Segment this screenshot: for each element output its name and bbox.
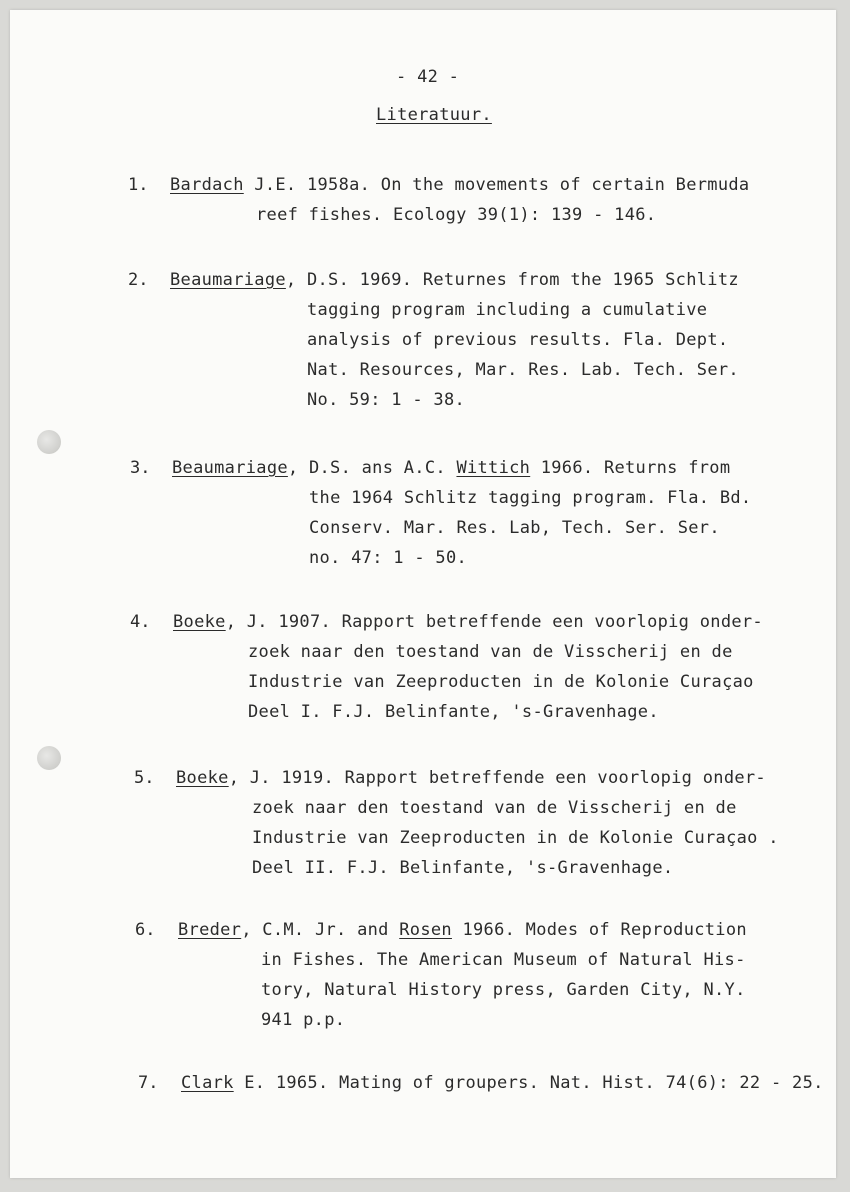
entry-text: , D.S. ans A.C. [287, 458, 457, 478]
entry-text: J.E. 1958a. On the movements of certain Bermuda [243, 175, 750, 195]
author-name: Boeke [176, 768, 229, 788]
entry-first-line [178, 915, 747, 945]
entry-text: 1966. Modes of Reproduction [451, 920, 747, 940]
author-name: Beaumariage [172, 458, 288, 478]
entry-text: Nat. Resources, Mar. Res. Lab. Tech. Ser. [307, 360, 739, 380]
entry-text: , J. 1907. Rapport betreffende een voorlopig onder- [225, 612, 763, 632]
entry-text: Deel I. F.J. Belinfante, 's-Gravenhage. [248, 702, 659, 722]
entry-text: 1966. Returns from [530, 458, 731, 478]
entry-text: Industrie van Zeeproducten in de Kolonie Curaçao . [252, 828, 779, 848]
entry-first-line [170, 170, 749, 200]
entry-text: in Fishes. The American Museum of Natural His- [261, 950, 746, 970]
entry-text: No. 59: 1 - 38. [307, 390, 466, 410]
entry-number: 5. [134, 768, 155, 788]
entry-first-line [173, 607, 763, 637]
author-name: Breder [178, 920, 242, 940]
punch-hole [37, 746, 61, 770]
entry-text: no. 47: 1 - 50. [309, 548, 468, 568]
author-name: Bardach [170, 175, 244, 195]
entry-text: reef fishes. Ecology 39(1): 139 - 146. [256, 205, 657, 225]
author-name: Beaumariage [170, 270, 286, 290]
entry-text: zoek naar den toestand van de Visscherij en de [252, 798, 737, 818]
coauthor-name: Rosen [399, 920, 452, 940]
author-name: Boeke [173, 612, 226, 632]
entry-text: E. 1965. Mating of groupers. Nat. Hist. 74(6): 22 - 25. [233, 1073, 824, 1093]
entry-text: tagging program including a cumulative [307, 300, 708, 320]
entry-number: 3. [130, 458, 151, 478]
entry-text: , C.M. Jr. and [241, 920, 400, 940]
entry-first-line [176, 763, 766, 793]
coauthor-name: Wittich [456, 458, 531, 478]
author-name: Clark [181, 1073, 234, 1093]
entry-number: 7. [138, 1073, 159, 1093]
entry-text: Deel II. F.J. Belinfante, 's-Gravenhage. [252, 858, 674, 878]
entry-text: , D.S. 1969. Returnes from the 1965 Schlitz [285, 270, 739, 290]
entry-text: , J. 1919. Rapport betreffende een voorlopig onder- [228, 768, 766, 788]
entry-number: 1. [128, 175, 149, 195]
entry-text: Industrie van Zeeproducten in de Kolonie Curaçao [248, 672, 754, 692]
entry-number: 2. [128, 270, 149, 290]
entry-text: Conserv. Mar. Res. Lab, Tech. Ser. Ser. [309, 518, 720, 538]
entry-first-line [181, 1068, 824, 1098]
entry-text: tory, Natural History press, Garden City, N.Y. [261, 980, 746, 1000]
entry-text: 941 p.p. [261, 1010, 346, 1030]
entry-text: the 1964 Schlitz tagging program. Fla. Bd. [309, 488, 752, 508]
entry-number: 4. [130, 612, 151, 632]
page-heading: Literatuur. [376, 105, 492, 125]
punch-hole [37, 430, 61, 454]
entry-first-line [170, 265, 739, 295]
page-number: - 42 - [396, 67, 460, 87]
entry-first-line [172, 453, 730, 483]
entry-text: zoek naar den toestand van de Visscherij en de [248, 642, 733, 662]
entry-text: analysis of previous results. Fla. Dept. [307, 330, 729, 350]
document-page [10, 10, 836, 1178]
entry-number: 6. [135, 920, 156, 940]
